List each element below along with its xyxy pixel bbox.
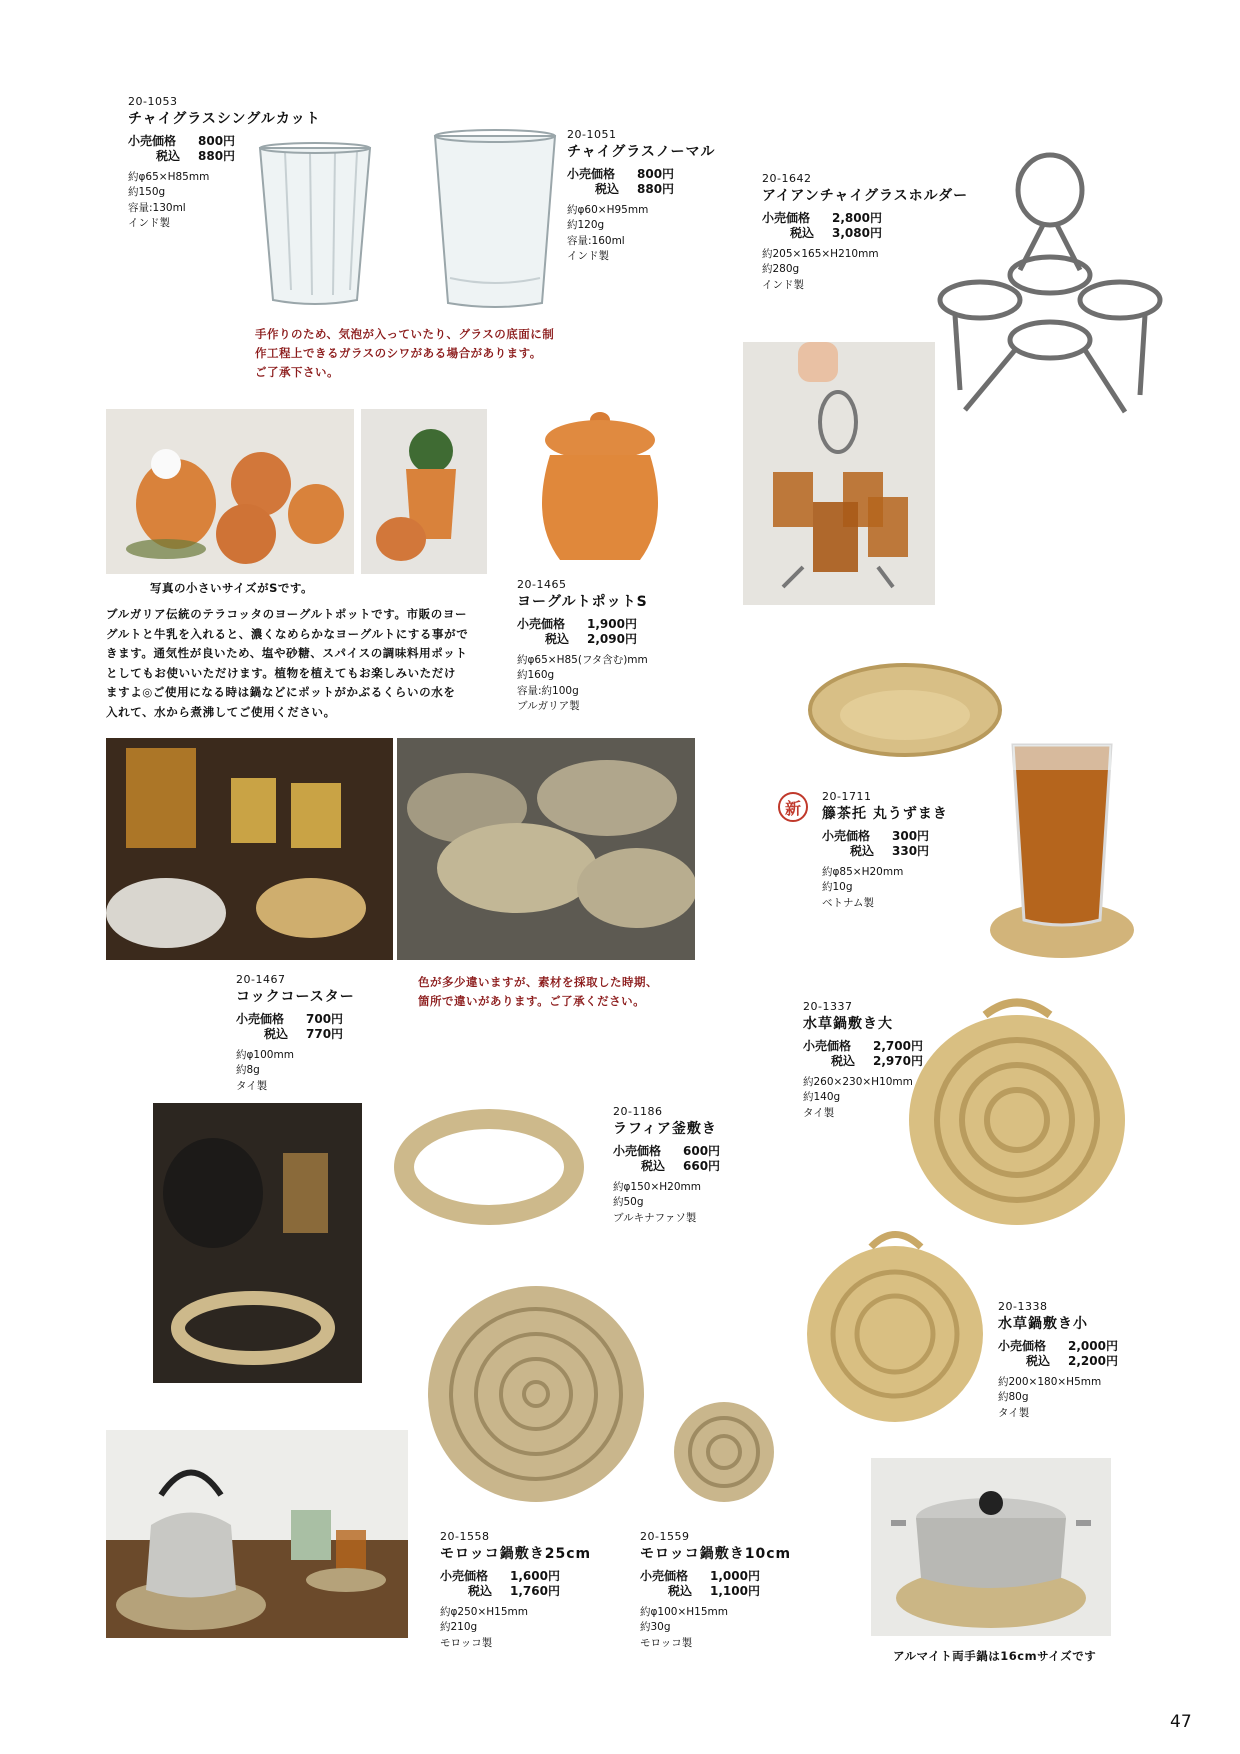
product-20-1338 <box>998 1300 1158 1421</box>
spec-capacity: 容量:約100g <box>517 684 579 697</box>
spec-origin: インド製 <box>567 249 609 262</box>
spec-origin: ベトナム製 <box>822 896 874 909</box>
spec-origin: ブルガリア製 <box>517 699 580 712</box>
spec-weight: 約210g <box>440 1621 478 1634</box>
spec-size: 約260×230×H10mm <box>803 1076 913 1089</box>
spec-size: 約φ60×H95mm <box>567 204 649 217</box>
photo-yogurt-pot-cactus <box>361 409 487 574</box>
retail-price: 600円 <box>683 1144 721 1159</box>
desc-line: としてもお使いいただけます。植物を植えてもお楽しみいただけ <box>106 665 456 680</box>
photo-coasters-basket <box>397 738 695 960</box>
spec-size: 約φ85×H20mm <box>822 866 904 879</box>
tax-label: 税込 <box>850 844 875 859</box>
spec-origin: インド製 <box>128 216 170 229</box>
product-20-1051 <box>567 128 767 264</box>
note-line: 作工程上できるガラスのシワがある場合があります。 <box>255 345 542 360</box>
product-20-1186 <box>613 1105 783 1226</box>
price-label: 小売価格 <box>613 1144 662 1159</box>
photo-morocco-mat-25cm <box>425 1283 647 1505</box>
note-line: ご了承下さい。 <box>255 364 339 379</box>
retail-price: 800円 <box>198 134 236 149</box>
desc-line: 入れて、水から煮沸してご使用ください。 <box>106 704 336 719</box>
product-name: 水草鍋敷き小 <box>998 1315 1088 1332</box>
spec-weight: 約120g <box>567 219 605 232</box>
price-label: 小売価格 <box>762 211 811 226</box>
desc-line: ますよ◎ご使用になる時は鍋などにポットがかぶるくらいの水を <box>106 685 456 700</box>
price-label: 小売価格 <box>128 134 177 149</box>
price-label: 小売価格 <box>236 1012 285 1027</box>
tax-price: 2,200円 <box>1068 1354 1118 1369</box>
product-20-1337 <box>803 1000 963 1121</box>
product-20-1642 <box>762 172 992 293</box>
spec-size: 約200×180×H5mm <box>998 1376 1102 1389</box>
spec-origin: インド製 <box>762 278 804 291</box>
photo-morocco-mat-10cm <box>672 1400 777 1505</box>
tax-label: 税込 <box>264 1027 289 1042</box>
spec-size: 約205×165×H210mm <box>762 248 879 261</box>
tax-price: 880円 <box>637 182 675 197</box>
glass-handmade-note <box>255 325 615 382</box>
product-code: 20-1051 <box>567 128 617 141</box>
product-code: 20-1558 <box>440 1530 490 1543</box>
tax-label: 税込 <box>641 1159 666 1174</box>
tax-label: 税込 <box>545 632 570 647</box>
retail-price: 300円 <box>892 829 930 844</box>
tax-price: 1,100円 <box>710 1584 760 1599</box>
product-20-1559 <box>640 1530 810 1651</box>
photo-raffia-ring <box>392 1107 587 1227</box>
product-name: 水草鍋敷き大 <box>803 1015 893 1032</box>
tax-label: 税込 <box>1026 1354 1051 1369</box>
desc-line: グルトと牛乳を入れると、濃くなめらかなヨーグルトにする事がで <box>106 626 469 641</box>
new-badge: 新 <box>778 792 808 822</box>
spec-size: 約φ150×H20mm <box>613 1181 701 1194</box>
photo-chai-glass-normal <box>430 128 560 313</box>
retail-price: 700円 <box>306 1012 344 1027</box>
spec-capacity: 容量:160ml <box>567 234 625 247</box>
spec-size: 約φ65×H85(フタ含む)mm <box>517 654 648 667</box>
product-name: モロッコ鍋敷き25cm <box>440 1545 592 1562</box>
photo-teapot-raffia-ring <box>153 1103 362 1383</box>
product-name: ヨーグルトポットS <box>517 593 648 610</box>
photo-coaster-tea-table <box>106 738 393 960</box>
tax-price: 1,760円 <box>510 1584 560 1599</box>
product-code: 20-1467 <box>236 973 286 986</box>
tax-price: 2,970円 <box>873 1054 923 1069</box>
tax-price: 2,090円 <box>587 632 637 647</box>
alumite-pot-caption: アルマイト両手鍋は16cmサイズです <box>893 1649 1097 1663</box>
spec-size: 約φ250×H15mm <box>440 1606 528 1619</box>
spec-weight: 約50g <box>613 1196 644 1209</box>
product-code: 20-1337 <box>803 1000 853 1013</box>
spec-weight: 約80g <box>998 1391 1029 1404</box>
spec-capacity: 容量:130ml <box>128 201 186 214</box>
tax-label: 税込 <box>468 1584 493 1599</box>
tax-price: 770円 <box>306 1027 344 1042</box>
product-code: 20-1053 <box>128 95 178 108</box>
photo-alumite-pot <box>871 1458 1111 1636</box>
spec-origin: モロッコ製 <box>440 1636 493 1649</box>
price-label: 小売価格 <box>517 617 566 632</box>
photo-rattan-saucer <box>805 660 1005 775</box>
price-label: 小売価格 <box>803 1039 852 1054</box>
retail-price: 1,000円 <box>710 1569 760 1584</box>
spec-weight: 約160g <box>517 669 555 682</box>
photo-yogurt-pot-s <box>525 400 675 570</box>
product-20-1558 <box>440 1530 610 1651</box>
spec-origin: タイ製 <box>236 1079 268 1092</box>
product-name: チャイグラスシングルカット <box>128 110 321 127</box>
product-20-1711 <box>822 790 992 911</box>
price-label: 小売価格 <box>440 1569 489 1584</box>
spec-origin: モロッコ製 <box>640 1636 693 1649</box>
tax-label: 税込 <box>668 1584 693 1599</box>
spec-weight: 約30g <box>640 1621 671 1634</box>
product-20-1465 <box>517 578 717 714</box>
product-20-1053 <box>128 95 348 231</box>
tax-price: 660円 <box>683 1159 721 1174</box>
spec-size: 約φ65×H85mm <box>128 171 210 184</box>
page-number: 47 <box>1170 1712 1192 1732</box>
product-code: 20-1559 <box>640 1530 690 1543</box>
spec-weight: 約150g <box>128 186 166 199</box>
spec-weight: 約140g <box>803 1091 841 1104</box>
retail-price: 1,600円 <box>510 1569 560 1584</box>
photo-tea-glass-on-saucer <box>988 725 1136 960</box>
coaster-color-note <box>418 973 718 1011</box>
price-label: 小売価格 <box>822 829 871 844</box>
spec-weight: 約280g <box>762 263 800 276</box>
photo-water-grass-mat-small <box>803 1222 988 1427</box>
product-name: モロッコ鍋敷き10cm <box>640 1545 792 1562</box>
spec-weight: 約8g <box>236 1064 260 1077</box>
tax-price: 3,080円 <box>832 226 882 241</box>
product-code: 20-1186 <box>613 1105 663 1118</box>
spec-weight: 約10g <box>822 881 853 894</box>
spec-origin: ブルキナファソ製 <box>613 1211 697 1224</box>
product-name: チャイグラスノーマル <box>567 143 716 160</box>
product-name: コックコースター <box>236 988 355 1005</box>
product-20-1467 <box>236 973 396 1094</box>
tax-label: 税込 <box>790 226 815 241</box>
product-code: 20-1465 <box>517 578 567 591</box>
product-code: 20-1642 <box>762 172 812 185</box>
retail-price: 800円 <box>637 167 675 182</box>
note-line: 箇所で違いがあります。ご了承ください。 <box>418 993 646 1008</box>
photo-holder-with-tea <box>743 342 935 605</box>
product-code: 20-1711 <box>822 790 872 803</box>
spec-size: 約φ100×H15mm <box>640 1606 728 1619</box>
spec-origin: タイ製 <box>998 1406 1030 1419</box>
product-code: 20-1338 <box>998 1300 1048 1313</box>
spec-size: 約φ100mm <box>236 1049 294 1062</box>
yogurt-photo-caption: 写真の小さいサイズがSです。 <box>150 581 313 595</box>
product-name: アイアンチャイグラスホルダー <box>762 187 969 204</box>
tax-label: 税込 <box>156 149 181 164</box>
note-line: 色が多少違いますが、素材を採取した時期、 <box>418 975 658 989</box>
yogurt-description <box>106 605 511 722</box>
price-label: 小売価格 <box>640 1569 689 1584</box>
product-name: 籐茶托 丸うずまき <box>822 805 948 822</box>
desc-line: ブルガリア伝統のテラコッタのヨーグルトポットです。市販のヨー <box>106 607 468 621</box>
note-line: 手作りのため、気泡が入っていたり、グラスの底面に制 <box>255 327 555 341</box>
retail-price: 2,700円 <box>873 1039 923 1054</box>
tax-price: 880円 <box>198 149 236 164</box>
price-label: 小売価格 <box>998 1339 1047 1354</box>
retail-price: 2,000円 <box>1068 1339 1118 1354</box>
tax-price: 330円 <box>892 844 930 859</box>
spec-origin: タイ製 <box>803 1106 835 1119</box>
photo-kettle-morocco-mats <box>106 1430 408 1638</box>
product-name: ラフィア釜敷き <box>613 1120 717 1137</box>
tax-label: 税込 <box>595 182 620 197</box>
price-label: 小売価格 <box>567 167 616 182</box>
photo-yogurt-pots-spices <box>106 409 354 574</box>
desc-line: きます。通気性が良いため、塩や砂糖、スパイスの調味料用ポット <box>106 646 468 661</box>
tax-label: 税込 <box>831 1054 856 1069</box>
retail-price: 1,900円 <box>587 617 637 632</box>
retail-price: 2,800円 <box>832 211 882 226</box>
